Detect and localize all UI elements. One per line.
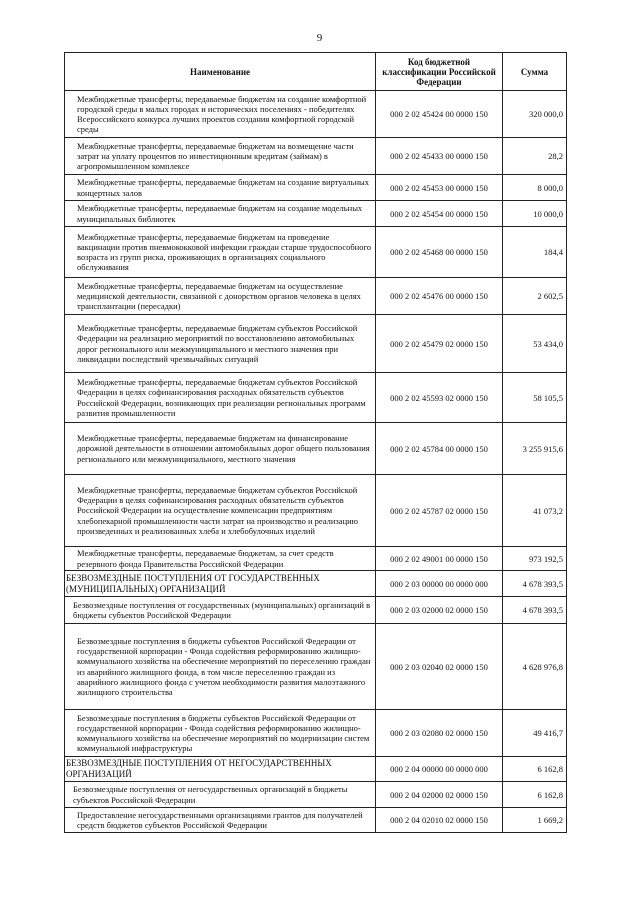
row-sum: 4 628 976,8: [503, 624, 567, 710]
row-code: 000 2 02 45424 00 0000 150: [376, 91, 503, 138]
row-name: Безвозмездные поступления в бюджеты субъектов Российской Федерации от государственной корпорации - Фонда содействия реформированию жилищно-коммунального хозяйства на обеспечение мероприятий по модернизации систем коммунальной инфраструктуры: [65, 710, 376, 757]
table-row: [65, 315, 567, 373]
row-sum: 1 669,2: [503, 808, 567, 833]
row-code: 000 2 02 45479 02 0000 150: [376, 315, 503, 373]
row-code: 000 2 02 45468 00 0000 150: [376, 227, 503, 278]
row-name: Межбюджетные трансферты, передаваемые бюджетам на проведение вакцинации против пневмококковой инфекции граждан старше трудоспособного возраста из групп риска, проживающих в организациях социального обслуживания: [65, 227, 376, 278]
row-sum: 973 192,5: [503, 547, 567, 571]
row-name: Межбюджетные трансферты, передаваемые бюджетам на финансирование дорожной деятельности в отношении автомобильных дорог общего пользования регионального или межмуниципального, местного значения: [65, 423, 376, 475]
row-code: 000 2 02 45453 00 0000 150: [376, 175, 503, 201]
row-name: Межбюджетные трансферты, передаваемые бюджетам на создание комфортной городской среды в малых городах и исторических поселениях - победителях Всероссийского конкурса лучших проектов создания комфортной городской среды: [65, 91, 376, 138]
table-row: [65, 175, 567, 201]
row-name: Межбюджетные трансферты, передаваемые бюджетам субъектов Российской Федерации в целях софинансирования расходных обязательств субъектов Российской Федерации на осуществление компенсации предприятиям хлебопекарной промышленности части затрат на производство и реализацию произведенных и реализованных хлеба и хлебобулочных изделий: [65, 475, 376, 547]
page-number: 9: [316, 32, 323, 44]
row-name: Межбюджетные трансферты, передаваемые бюджетам на осуществление медицинской деятельности, связанной с донорством органов человека в целях трансплантации (пересадки): [65, 278, 376, 315]
row-name: БЕЗВОЗМЕЗДНЫЕ ПОСТУПЛЕНИЯ ОТ НЕГОСУДАРСТВЕННЫХ ОРГАНИЗАЦИЙ: [65, 757, 376, 782]
header-code: Код бюджетной классификации Российской Федерации: [376, 53, 503, 91]
table-header-row: [65, 53, 567, 91]
row-sum: 41 073,2: [503, 475, 567, 547]
table-row: [65, 808, 567, 833]
row-sum: 8 000,0: [503, 175, 567, 201]
row-code: 000 2 02 45476 00 0000 150: [376, 278, 503, 315]
row-code: 000 2 03 02040 02 0000 150: [376, 624, 503, 710]
row-name: Межбюджетные трансферты, передаваемые бюджетам субъектов Российской Федерации на реализацию мероприятий по восстановлению автомобильных дорог регионального или межмуниципального и местного значения при ликвидации последствий чрезвычайных ситуаций: [65, 315, 376, 373]
row-sum: 58 105,5: [503, 373, 567, 423]
row-sum: 10 000,0: [503, 201, 567, 227]
row-sum: 6 162,8: [503, 782, 567, 808]
row-sum: 53 434,0: [503, 315, 567, 373]
row-code: 000 2 02 45787 02 0000 150: [376, 475, 503, 547]
row-code: 000 2 02 45433 00 0000 150: [376, 138, 503, 175]
row-name: Безвозмездные поступления от государственных (муниципальных) организаций в бюджеты субъектов Российской Федерации: [65, 597, 376, 624]
table-row: [65, 547, 567, 571]
row-name: Межбюджетные трансферты, передаваемые бюджетам на возмещение части затрат на уплату процентов по инвестиционным кредитам (займам) в агропромышленном комплексе: [65, 138, 376, 175]
table-row: [65, 91, 567, 138]
row-name: БЕЗВОЗМЕЗДНЫЕ ПОСТУПЛЕНИЯ ОТ ГОСУДАРСТВЕННЫХ (МУНИЦИПАЛЬНЫХ) ОРГАНИЗАЦИЙ: [65, 571, 376, 597]
row-code: 000 2 02 45454 00 0000 150: [376, 201, 503, 227]
row-sum: 3 255 915,6: [503, 423, 567, 475]
table-body: [65, 91, 567, 833]
table-row: [65, 373, 567, 423]
row-sum: 6 162,8: [503, 757, 567, 782]
table-row: [65, 782, 567, 808]
row-code: 000 2 04 02000 02 0000 150: [376, 782, 503, 808]
table-row: [65, 423, 567, 475]
table-row: [65, 227, 567, 278]
row-sum: 2 602,5: [503, 278, 567, 315]
table-row: [65, 138, 567, 175]
table-row: [65, 757, 567, 782]
row-code: 000 2 04 02010 02 0000 150: [376, 808, 503, 833]
row-name: Межбюджетные трансферты, передаваемые бюджетам субъектов Российской Федерации в целях софинансирования расходных обязательств субъектов Российской Федерации, возникающих при реализации региональных программ развития промышленности: [65, 373, 376, 423]
table-row: [65, 278, 567, 315]
table-row: [65, 201, 567, 227]
row-sum: 320 000,0: [503, 91, 567, 138]
row-code: 000 2 04 00000 00 0000 000: [376, 757, 503, 782]
header-sum: Сумма: [503, 53, 567, 91]
row-sum: 4 678 393,5: [503, 597, 567, 624]
table-row: [65, 597, 567, 624]
row-name: Межбюджетные трансферты, передаваемые бюджетам на создание модельных муниципальных библиотек: [65, 201, 376, 227]
row-sum: 184,4: [503, 227, 567, 278]
row-code: 000 2 03 02080 02 0000 150: [376, 710, 503, 757]
row-code: 000 2 03 00000 00 0000 000: [376, 571, 503, 597]
table-row: [65, 571, 567, 597]
header-name: Наименование: [65, 53, 376, 91]
row-name: Предоставление негосударственными организациями грантов для получателей средств бюджетов субъектов Российской Федерации: [65, 808, 376, 833]
row-name: Межбюджетные трансферты, передаваемые бюджетам на создание виртуальных концертных залов: [65, 175, 376, 201]
table-row: [65, 710, 567, 757]
table-row: [65, 475, 567, 547]
row-name: Безвозмездные поступления в бюджеты субъектов Российской Федерации от государственной корпорации - Фонда содействия реформированию жилищно-коммунального хозяйства на обеспечение мероприятий по переселению граждан из аварийного жилищного фонда, в том числе переселению граждан из аварийного жилищного фонда с учетом необходимости развития малоэтажного жилищного строительства: [65, 624, 376, 710]
row-code: 000 2 03 02000 02 0000 150: [376, 597, 503, 624]
row-code: 000 2 02 45593 02 0000 150: [376, 373, 503, 423]
row-sum: 4 678 393,5: [503, 571, 567, 597]
row-sum: 28,2: [503, 138, 567, 175]
budget-table: [64, 52, 567, 833]
table-row: [65, 624, 567, 710]
row-name: Безвозмездные поступления от негосударственных организаций в бюджеты субъектов Российской Федерации: [65, 782, 376, 808]
row-name: Межбюджетные трансферты, передаваемые бюджетам, за счет средств резервного фонда Правительства Российской Федерации: [65, 547, 376, 571]
row-sum: 49 416,7: [503, 710, 567, 757]
row-code: 000 2 02 45784 00 0000 150: [376, 423, 503, 475]
row-code: 000 2 02 49001 00 0000 150: [376, 547, 503, 571]
